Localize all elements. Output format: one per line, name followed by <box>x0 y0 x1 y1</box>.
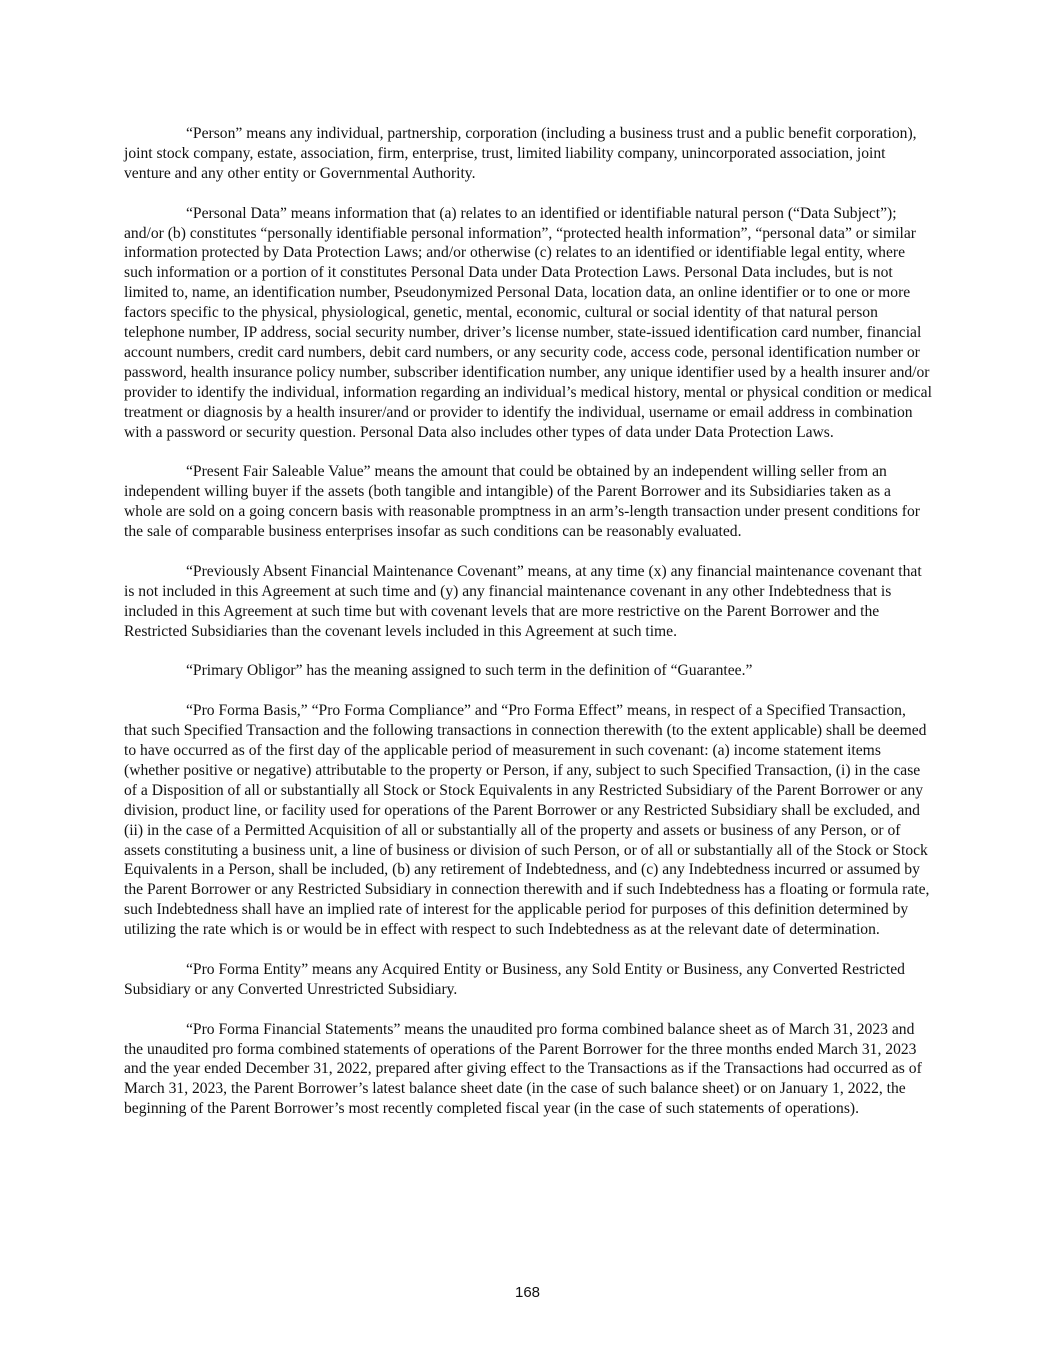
document-body <box>124 124 932 1139</box>
definition-primary-obligor: “Primary Obligor” has the meaning assigned to such term in the definition of “Guarantee.” <box>186 662 753 680</box>
definition-pro-forma-entity: “Pro Forma Entity” means any Acquired Entity or Business, any Sold Entity or Business, any Converted Restricted Subsidiary or any Converted Unrestricted Subsidiary. <box>124 960 905 998</box>
definition-person: “Person” means any individual, partnership, corporation (including a business trust and a public benefit corporation), joint stock company, estate, association, firm, enterprise, trust, limited liability company, unincorporated association, joint venture and any other entity or Governmental Authority. <box>124 125 917 182</box>
page-number: 168 <box>514 1284 541 1301</box>
definition-pro-forma-basis: “Pro Forma Basis,” “Pro Forma Compliance” and “Pro Forma Effect” means, in respect of a Specified Transaction, that such Specified Transaction and the following transactions in connection therewith (to the extent applicable) shall be deemed to have occurred as of the first day of the applicable period of measurement in such covenant: (a) income statement items (whether positive or negative) attributable to the property or Person, if any, subject to such Specified Transaction, (i) in the case of a Disposition of all or substantially all Stock or Stock Equivalents in any Restricted Subsidiary of the Parent Borrower or any division, product line, or facility used for operations of the Parent Borrower or any Restricted Subsidiary shall be excluded, and (ii) in the case of a Permitted Acquisition of all or substantially all of the property and assets or business of any Person, or of assets constituting a business unit, a line of business or division of such Person, or of all or substantially all of the Stock or Stock Equivalents in a Person, shall be included, (b) any retirement of Indebtedness, and (c) any Indebtedness incurred or assumed by the Parent Borrower or any Restricted Subsidiary in connection therewith and if such Indebtedness has a floating or formula rate, such Indebtedness shall have an implied rate of interest for the applicable period for purposes of this definition determined by utilizing the rate which is or would be in effect with respect to such Indebtedness as at the relevant date of determination. <box>124 702 930 939</box>
definition-pro-forma-financial-statements: “Pro Forma Financial Statements” means the unaudited pro forma combined balance sheet as of March 31, 2023 and the unaudited pro forma combined statements of operations of the Parent Borrower for the three months ended March 31, 2023 and the year ended December 31, 2022, prepared after giving effect to the Transactions as if the Transactions had occurred as of March 31, 2023, the Parent Borrower’s latest balance sheet date (in the case of such balance sheet) or on January 1, 2022, the beginning of the Parent Borrower’s most recently completed fiscal year (in the case of such statements of operations). <box>124 1020 922 1118</box>
definition-personal-data: “Personal Data” means information that (a) relates to an identified or identifiable natural person (“Data Subject”); and/or (b) constitutes “personally identifiable personal information”, “protected health information”, “personal data” or similar information protected by Data Protection Laws; and/or otherwise (c) relates to an identified or identifiable legal entity, where such information or a portion of it constitutes Personal Data under Data Protection Laws. Personal Data includes, but is not limited to, name, an identification number, Pseudonymized Personal Data, location data, an online identifier or to one or more factors specific to the physical, physiological, genetic, mental, economic, cultural or social identity of that natural person telephone number, IP address, social security number, driver’s license number, state-issued identification card number, financial account numbers, credit card numbers, debit card numbers, or any security code, access code, personal identification number or password, health insurance policy number, subscriber identification number, any unique identifier used by a health insurer and/or provider to identify the individual, information regarding an individual’s medical history, mental or physical condition or medical treatment or diagnosis by a health insurer/and or provider to identify the individual, username or email address in combination with a password or security question. Personal Data also includes other types of data under Data Protection Laws. <box>124 204 932 441</box>
definition-previously-absent-financial-maintenance-covenant: “Previously Absent Financial Maintenance Covenant” means, at any time (x) any financial maintenance covenant that is not included in this Agreement at such time and (y) any financial maintenance covenant in any other Indebtedness that is included in this Agreement at such time but with covenant levels that are more restrictive on the Parent Borrower and the Restricted Subsidiaries than the covenant levels included in this Agreement at such time. <box>124 562 922 640</box>
definition-present-fair-saleable-value: “Present Fair Saleable Value” means the amount that could be obtained by an independent willing seller from an independent willing buyer if the assets (both tangible and intangible) of the Parent Borrower and its Subsidiaries taken as a whole are sold on a going concern basis with reasonable promptness in an arm’s-length transaction under present conditions for the sale of comparable business enterprises insofar as such conditions can be reasonably evaluated. <box>124 463 920 541</box>
